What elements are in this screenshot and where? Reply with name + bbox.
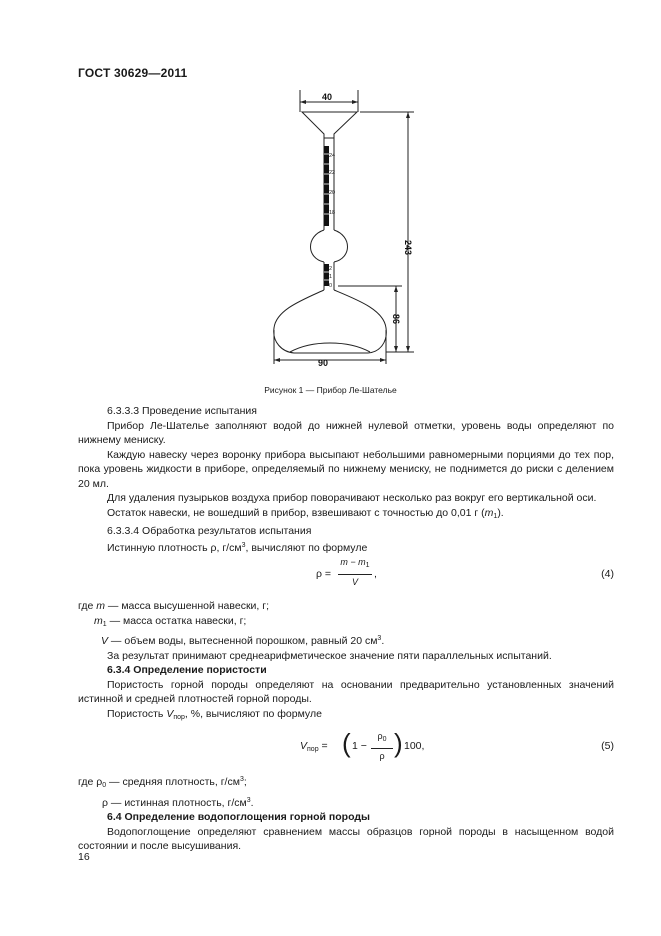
scale-label: 0 [329,283,333,289]
scale-label: 20 [329,190,336,196]
fraction: $\frac{\rho_0}{\rho}$ [371,729,393,763]
flask-bottom-curve [290,343,370,352]
scale-label: 2 [329,266,333,272]
formula-number: (4) [601,568,614,580]
dim-label-top-width: 40 [322,92,333,102]
section-title-64: 6.4 Определение водопоглощения горной породы [107,811,370,823]
paragraph: Прибор Ле-Шателье заполняют водой до нижней нулевой отметки, уровень воды определяют по нижнему мениску. [78,419,614,446]
section-title-634: 6.3.4 Определение пористости [107,664,267,676]
le-chatelier-flask-figure [262,90,422,368]
variable-definition: где $\rho_0$ — средняя плотность, $г/см^3$; [78,776,247,789]
scale-label: 18 [329,210,336,216]
body-text [78,404,614,854]
paragraph: Остаток навески, не вошедший в прибор, взвешивают с точностью до 0,01 г $(m_1)$. [107,506,504,520]
scale-label: 1 [329,274,333,280]
page-number: 16 [78,851,90,863]
variable-definition: где m — масса высушенной навески, г; [78,600,269,612]
variable-definition: ρ — истинная плотность, $г/см^3$. [102,796,254,809]
section-title-6334: 6.3.3.4 Обработка результатов испытания [107,525,312,537]
dim-label-bottom-width: 90 [318,358,329,368]
fraction: $\frac{m - m_1}{V}$ [338,555,372,589]
section-title-6333: 6.3.3.3 Проведение испытания [107,405,257,417]
funnel-outline [302,112,357,138]
dim-label-bulb-height: 86 [391,314,401,325]
variable-definition: $m_1$ — масса остатка навески, г; [94,614,247,628]
dim-label-total-height: 243 [403,240,413,256]
flask-body [274,290,387,353]
scale-label: 24 [329,153,336,159]
scale-label: 22 [329,170,336,176]
paragraph: За результат принимают среднеарифметическое значение пяти параллельных испытаний. [107,649,552,662]
variable-definition: V — объем воды, вытесненной порошком, равный 20 $см^3$. [101,635,385,647]
paragraph: Водопоглощение определяют сравнением массы образцов горной породы в насыщенном водой состоянии и после высушивания. [78,825,614,852]
standard-header: ГОСТ 30629—2011 [78,66,188,80]
paragraph: Пористость $V_{пор}$, %, вычисляют по формуле [107,707,322,721]
formula-4: ρ = $\frac{m - m_1}{V}$ , (4) [78,555,614,599]
figure-caption: Рисунок 1 — Прибор Ле-Шателье [264,385,397,395]
middle-bulb [311,230,348,262]
formula-5: $V_{пор}$ = ( 1 − $\frac{\rho_0}{\rho}$ ) 100, (5) [78,725,614,773]
graduation-scale [324,146,329,286]
paragraph: Пористость горной породы определяют на основании предварительно установленных значений истинной и средней плотностей горной породы. [78,678,614,705]
formula-number: (5) [601,740,614,752]
paragraph: Для удаления пузырьков воздуха прибор поворачивают несколько раз вокруг его вертикальной оси. [107,492,597,504]
paragraph: Каждую навеску через воронку прибора высыпают небольшими равномерными порциями до тех пор, пока уровень жидкости в приборе, определяемый по нижнему мениску, не поднимется до риски с делением 20 мл. [78,448,614,490]
dim-arrows [274,100,410,362]
paragraph: Истинную плотность ρ, $г/см^3$, вычисляют по формуле [107,541,368,554]
